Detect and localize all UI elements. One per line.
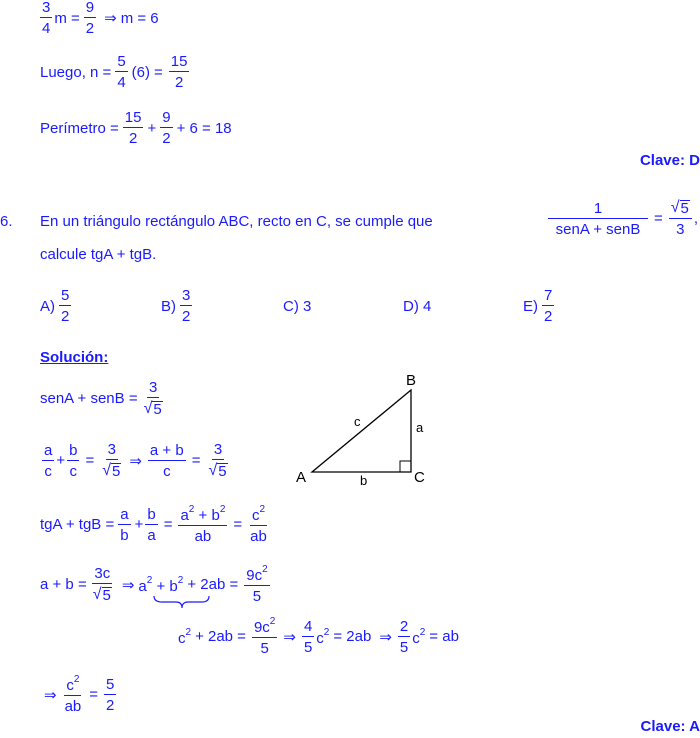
triangle-diagram <box>290 368 440 490</box>
problem-fraction: $\frac{1}{\text{senA + senB}}$ = √ 5 3 , <box>546 200 698 237</box>
line-2: Luego, n = $\frac{5}{4}$ (6) = $\frac{15}{2}$ <box>40 53 188 91</box>
side-a: a <box>416 420 424 435</box>
option-c[interactable]: C) 3 <box>283 298 312 315</box>
option-e[interactable]: E) $\frac{7}{2}$ <box>523 287 553 325</box>
side-b: b <box>360 473 368 488</box>
triangle-shape <box>312 390 411 472</box>
right-angle-mark <box>400 461 411 472</box>
step-6: ⇒ $\frac{c^2}{ab}$ = $\frac{5}{2}$ <box>44 674 115 715</box>
line-3: Perímetro = $\frac{15}{2}$ + $\frac{9}{2}$ + 6 = 18 <box>40 109 232 147</box>
vertex-a: A <box>296 469 307 486</box>
option-b[interactable]: B) $\frac{3}{2}$ <box>161 287 191 325</box>
underbrace <box>152 594 212 610</box>
step-2: $\frac{a}{c}$ + $\frac{b}{c}$ = 3 √ 5 ⇒ $\frac{a + b}{c}$ = 3 √ 5 <box>44 441 227 480</box>
problem-text-2: calcule tgA + tgB. <box>40 246 157 263</box>
step-5: $c^2$ + 2ab = $\frac{9c^2}{5}$ ⇒ $\frac{4}{5}$ $c^2$ = 2ab ⇒ $\frac{2}{5}$ $c^2$ = ab <box>178 616 459 657</box>
clave-a: Clave: A <box>640 718 700 735</box>
clave-d: Clave: D <box>639 152 700 169</box>
step-3: tgA + tgB = $\frac{a}{b}$ + $\frac{b}{a}$ = $\frac{a^2 + b^2}{ab}$ = $\frac{c^2}{ab}$ <box>40 504 267 545</box>
option-d[interactable]: D) 4 <box>403 298 432 315</box>
problem-text: En un triángulo rectángulo ABC, recto en C, se cumple que <box>40 213 433 230</box>
step-4: a + b = 3c √ 5 ⇒ $a^2 + b^2$ + 2ab = $\frac{9c^2}{5}$ <box>40 564 268 605</box>
line-1: $\frac{3}{4}$ m = $\frac{9}{2}$ ⇒ m = 6 <box>42 0 159 37</box>
vertex-c: C <box>414 469 425 486</box>
option-a[interactable]: A) $\frac{5}{2}$ <box>40 287 70 325</box>
vertex-b: B <box>406 372 417 389</box>
solucion-heading: Solución: <box>40 349 109 366</box>
side-c: c <box>354 414 361 429</box>
fraction: $\frac{3}{4}$ <box>42 0 51 37</box>
step-1: senA + senB = 3 √ 5 <box>40 379 162 418</box>
problem-number: 6. <box>0 213 13 230</box>
